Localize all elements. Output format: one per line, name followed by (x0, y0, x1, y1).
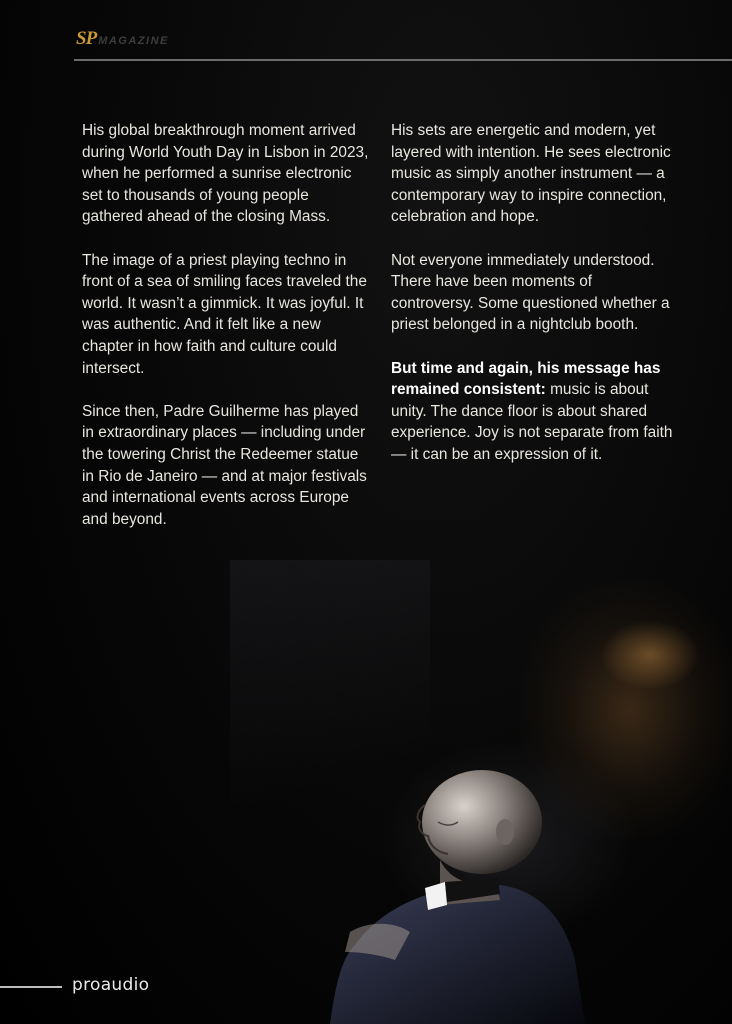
footer-divider (0, 986, 62, 988)
closing-paragraph (391, 358, 676, 466)
paragraph: His global breakthrough moment arrived during World Youth Day in Lisbon in 2023, when he performed a sunrise electronic set to thousands of young people gathered ahead of the closing Mass. (82, 122, 369, 226)
article-column-left (82, 120, 372, 552)
article-column-right (391, 120, 676, 487)
header-divider (74, 59, 732, 61)
bold-lead-in: But time and again, his message has remained consistent: (391, 359, 661, 399)
paragraph: The image of a priest playing techno in front of a sea of smiling faces traveled the world. It wasn’t a gimmick. It was joyful. It was authentic. And it felt like a new chapter in how faith and culture could intersect. (82, 251, 367, 377)
magazine-logo (76, 28, 169, 50)
priest-dj-photo (0, 560, 732, 1024)
logo-sp: SP (76, 28, 97, 49)
closing-text: music is about unity. The dance floor is about shared experience. Joy is not separate from faith — it can be an expression of it. (391, 381, 673, 463)
proaudio-logo: proaudio (72, 975, 150, 995)
paragraph: His sets are energetic and modern, yet layered with intention. He sees electronic music as simply another instrument — a contemporary way to inspire connection, celebration and hope. (391, 122, 671, 226)
paragraph: Since then, Padre Guilherme has played in extraordinary places — including under the towering Christ the Redeemer statue in Rio de Janeiro — and at major festivals and international events across Europe and beyond. (82, 402, 367, 528)
logo-magazine-word: MAGAZINE (98, 35, 169, 47)
paragraph: Not everyone immediately understood. There have been moments of controversy. Some questioned whether a priest belonged in a nightclub booth. (391, 251, 670, 334)
